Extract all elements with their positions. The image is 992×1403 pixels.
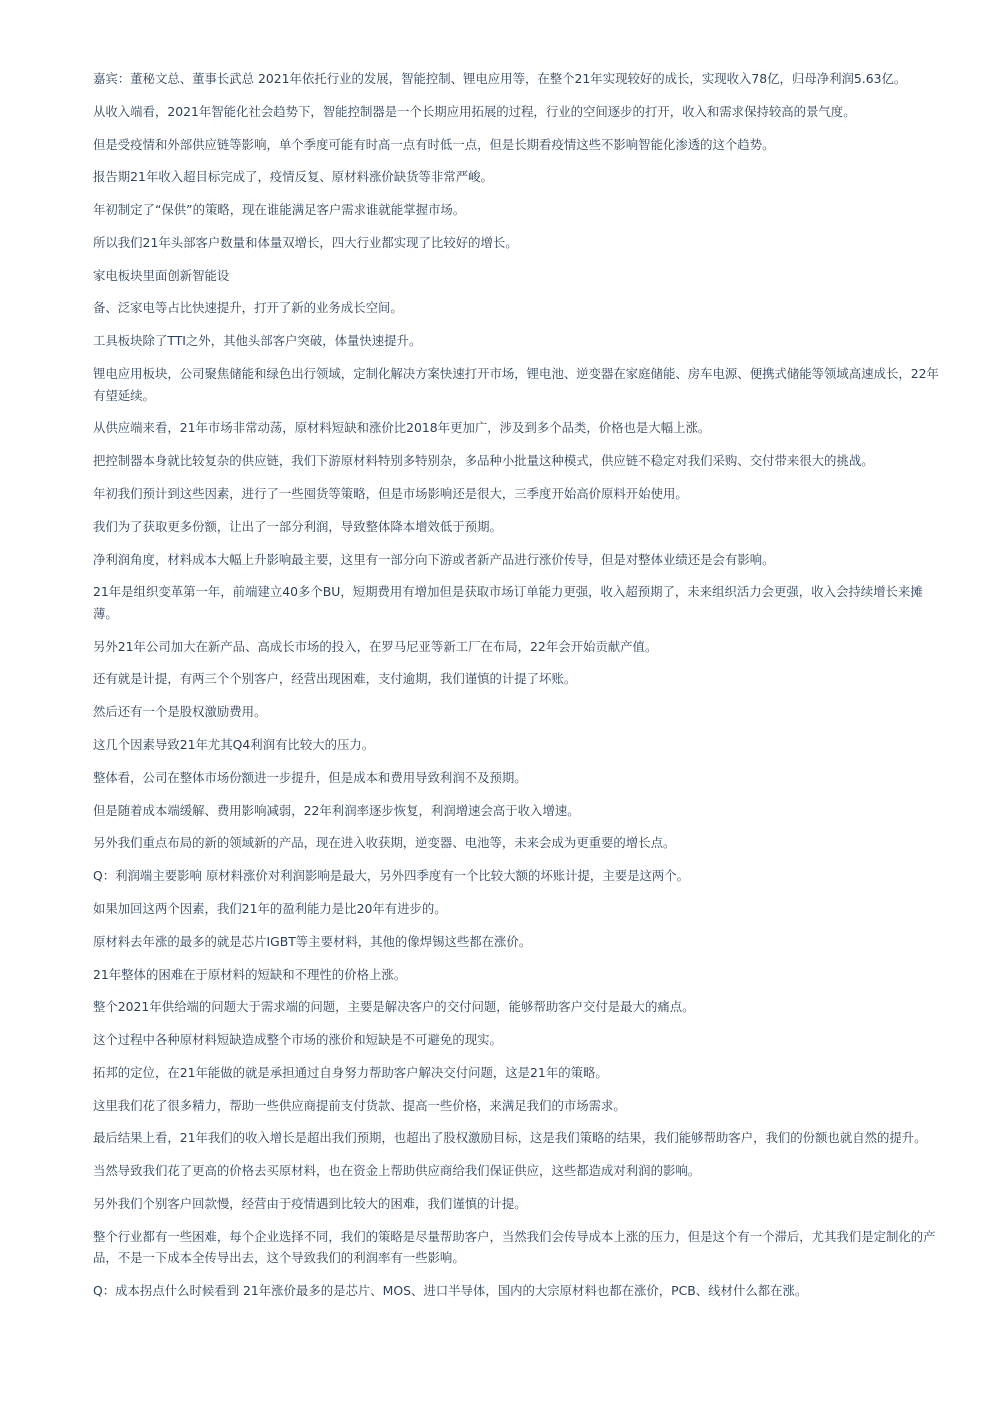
paragraph: 从收入端看，2021年智能化社会趋势下，智能控制器是一个长期应用拓展的过程，行业的空间逐步的打开，收入和需求保持较高的景气度。 (93, 103, 856, 119)
paragraph: 这几个因素导致21年尤其Q4利润有比较大的压力。 (93, 737, 375, 753)
paragraph: 年初我们预计到这些因素，进行了一些囤货等策略，但是市场影响还是很大，三季度开始高价原料开始使用。 (93, 485, 688, 501)
paragraph: 备、泛家电等占比快速提升，打开了新的业务成长空间。 (93, 300, 403, 316)
paragraph: 整体看，公司在整体市场份额进一步提升，但是成本和费用导致利润不及预期。 (93, 769, 527, 785)
paragraph: 把控制器本身就比较复杂的供应链，我们下游原材料特别多特别杂，多品种小批量这种模式，供应链不稳定对我们采购、交付带来很大的挑战。 (93, 453, 874, 469)
paragraph: 如果加回这两个因素，我们21年的盈利能力是比20年有进步的。 (93, 900, 447, 916)
paragraph: 这个过程中各种原材料短缺造成整个市场的涨价和短缺是不可避免的现实。 (93, 1032, 502, 1048)
paragraph: 净利润角度，材料成本大幅上升影响最主要，这里有一部分向下游或者新产品进行涨价传导，但是对整体业绩还是会有影响。 (93, 551, 775, 567)
paragraph: 但是受疫情和外部供应链等影响，单个季度可能有时高一点有时低一点，但是长期看疫情这些不影响智能化渗透的这个趋势。 (93, 136, 775, 152)
document-body (93, 68, 945, 1313)
paragraph: 21年整体的困难在于原材料的短缺和不理性的价格上涨。 (93, 966, 407, 982)
paragraph: Q：成本拐点什么时候看到 21年涨价最多的是芯片、MOS、进口半导体，国内的大宗原材料也都在涨价，PCB、线材什么都在涨。 (93, 1283, 808, 1299)
paragraph: 原材料去年涨的最多的就是芯片IGBT等主要材料，其他的像焊锡这些都在涨价。 (93, 933, 532, 949)
paragraph: 另外我们个别客户回款慢，经营由于疫情遇到比较大的困难，我们谨慎的计提。 (93, 1195, 527, 1211)
paragraph: 我们为了获取更多份额，让出了一部分利润，导致整体降本增效低于预期。 (93, 518, 502, 534)
paragraph: 另外我们重点布局的新的领域新的产品，现在进入收获期，逆变器、电池等，未来会成为更重要的增长点。 (93, 835, 676, 851)
paragraph: 还有就是计提，有两三个个别客户，经营出现困难，支付逾期，我们谨慎的计提了坏账。 (93, 671, 577, 687)
paragraph: 所以我们21年头部客户数量和体量双增长，四大行业都实现了比较好的增长。 (93, 234, 518, 250)
paragraph: 然后还有一个是股权激励费用。 (93, 704, 267, 720)
paragraph: 这里我们花了很多精力，帮助一些供应商提前支付货款、提高一些价格，来满足我们的市场需求。 (93, 1097, 626, 1113)
paragraph: 报告期21年收入超目标完成了，疫情反复、原材料涨价缺货等非常严峻。 (93, 169, 493, 185)
paragraph: 工具板块除了TTI之外，其他头部客户突破，体量快速提升。 (93, 333, 422, 349)
paragraph: 最后结果上看，21年我们的收入增长是超出我们预期，也超出了股权激励目标，这是我们策略的结果，我们能够帮助客户，我们的份额也就自然的提升。 (93, 1130, 927, 1146)
paragraph: 家电板块里面创新智能设 (93, 267, 230, 283)
paragraph: 锂电应用板块，公司聚焦储能和绿色出行领域，定制化解决方案快速打开市场，锂电池、逆变器在家庭储能、房车电源、便携式储能等领域高速成长，22年有望延续。 (93, 366, 939, 403)
paragraph: 整个2021年供给端的问题大于需求端的问题，主要是解决客户的交付问题，能够帮助客户交付是最大的痛点。 (93, 999, 695, 1015)
paragraph: 21年是组织变革第一年，前端建立40多个BU，短期费用有增加但是获取市场订单能力更强，收入超预期了，未来组织活力会更强，收入会持续增长来摊薄。 (93, 584, 923, 621)
paragraph: Q：利润端主要影响 原材料涨价对利润影响是最大，另外四季度有一个比较大额的坏账计提，主要是这两个。 (93, 868, 690, 884)
paragraph: 嘉宾：董秘文总、董事长武总 2021年依托行业的发展，智能控制、锂电应用等，在整个21年实现较好的成长，实现收入78亿，归母净利润5.63亿。 (93, 71, 907, 86)
paragraph: 但是随着成本端缓解、费用影响减弱，22年利润率逐步恢复，利润增速会高于收入增速。 (93, 802, 580, 818)
paragraph: 当然导致我们花了更高的价格去买原材料，也在资金上帮助供应商给我们保证供应，这些都造成对利润的影响。 (93, 1163, 701, 1179)
paragraph: 另外21年公司加大在新产品、高成长市场的投入，在罗马尼亚等新工厂在布局，22年会开始贡献产值。 (93, 638, 658, 654)
paragraph: 整个行业都有一些困难，每个企业选择不同，我们的策略是尽量帮助客户，当然我们会传导成本上涨的压力，但是这个有一个滞后，尤其我们是定制化的产品，不是一下成本全传导出去，这个导致我们的利润率有一些影响。 (93, 1228, 936, 1266)
paragraph: 从供应端来看，21年市场非常动荡，原材料短缺和涨价比2018年更加广，涉及到多个品类，价格也是大幅上涨。 (93, 420, 711, 436)
paragraph: 年初制定了“保供”的策略，现在谁能满足客户需求谁就能掌握市场。 (93, 202, 466, 218)
paragraph: 拓邦的定位，在21年能做的就是承担通过自身努力帮助客户解决交付问题，这是21年的策略。 (93, 1064, 608, 1080)
